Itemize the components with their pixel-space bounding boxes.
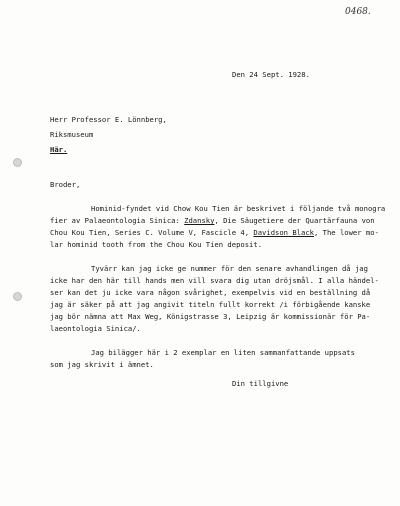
archive-number: 0468. (345, 7, 371, 17)
paragraph3-line2: som jag skrivit i ämnet. (50, 360, 154, 369)
paragraph1-line3: Chou Kou Tien, Series C. Volume V, Fascicle 4, Davidson Black, The lower mo- (50, 228, 379, 237)
paragraph2-line2: icke har den här till hands men vill svara dig utan dröjsmål. I alla händel- (50, 276, 379, 285)
paragraph2-line3: ser kan det ju icke vara någon svårighet, exempelvis vid en beställning då (50, 288, 371, 297)
author-zdansky: Zdansky (184, 216, 215, 225)
author-davidson-black: Davidson Black (253, 228, 314, 237)
recipient-place: Här. (50, 145, 68, 154)
paragraph3-line1: Jag bilägger här i 2 exemplar en liten sammanfattande uppsats (91, 348, 355, 357)
recipient-name: Herr Professor E. Lönnberg, (50, 115, 167, 124)
paragraph2-line1: Tyvärr kan jag icke ge nummer för den senare avhandlingen då jag (91, 264, 368, 273)
closing: Din tillgivne (232, 379, 289, 388)
punch-hole (13, 292, 22, 301)
paragraph2-line4: jag är säker på att jag angivit titeln fullt korrekt /i förbigående kanske (50, 300, 371, 309)
paragraph2-line5: jag bör nämna att Max Weg, Königstrasse 3, Leipzig är kommissionär för Pa- (50, 312, 371, 321)
letter-date: Den 24 Sept. 1928. (232, 70, 310, 79)
recipient-institution: Riksmuseum (50, 130, 94, 139)
salutation: Broder, (50, 180, 81, 189)
paragraph1-line1: Hominid-fyndet vid Chow Kou Tien är beskrivet i följande två monogra (91, 204, 386, 213)
paragraph2-line6: laeontologia Sinica/. (50, 324, 141, 333)
punch-hole (13, 158, 22, 167)
paragraph1-line2: fier av Palaeontologia Sinica: Zdansky, Die Säugetiere der Quartärfauna von (50, 216, 375, 225)
paragraph1-line4: lar hominid tooth from the Chou Kou Tien deposit. (50, 240, 263, 249)
